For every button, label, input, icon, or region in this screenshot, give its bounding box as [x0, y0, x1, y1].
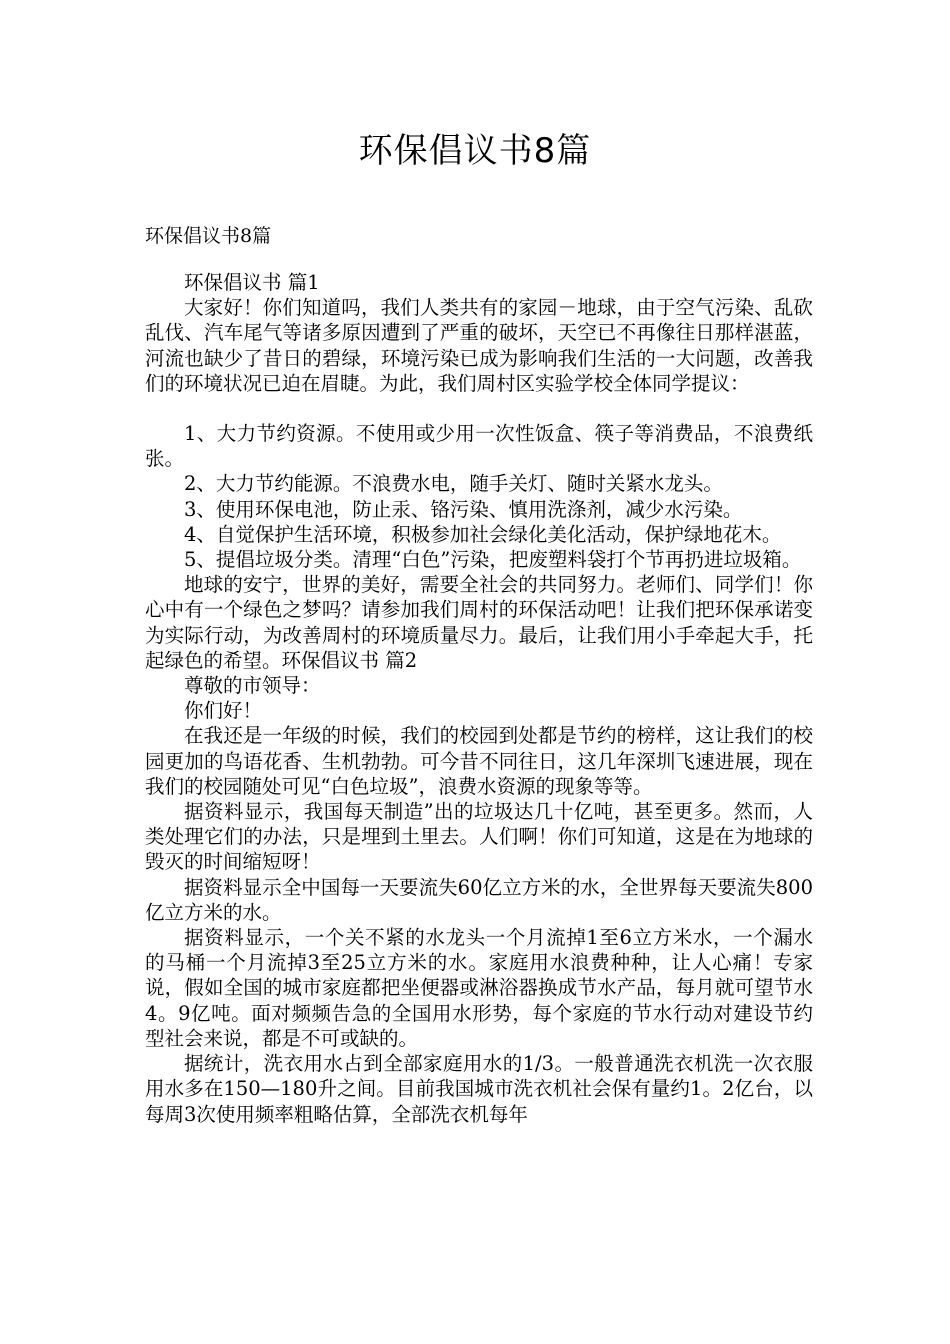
paragraph: 据资料显示全中国每一天要流失60亿立方米的水，全世界每天要流失800亿立方米的水。 — [145, 875, 813, 924]
greeting: 你们好！ — [184, 699, 263, 723]
document-body — [145, 270, 813, 1127]
paragraph: 地球的安宁，世界的美好，需要全社会的共同努力。老师们、同学们！你心中有一个绿色之梦吗？请参加我们周村的环保活动吧！让我们把环保承诺变为实际行动，为改善周村的环境质量尽力。最后，让我们用小手牵起大手，托起绿色的希望。环保倡议书 篇2 — [145, 573, 813, 672]
document-subtitle: 环保倡议书8篇 — [145, 225, 272, 247]
paragraph: 据资料显示，一个关不紧的水龙头一个月流掉1至6立方米水，一个漏水的马桶一个月流掉3至25立方米的水。家庭用水浪费种种，让人心痛！专家说，假如全国的城市家庭都把坐便器或淋浴器换成节水产品，每月就可望节水4。9亿吨。面对频频告急的全国用水形势，每个家庭的节水行动对建设节约型社会来说，都是不可或缺的。 — [145, 926, 813, 1050]
salutation: 尊敬的市领导： — [184, 674, 321, 698]
paragraph: 在我还是一年级的时候，我们的校园到处都是节约的榜样，这让我们的校园更加的鸟语花香、生机勃勃。可今昔不同往日，这几年深圳飞速进展，现在我们的校园随处可见“白色垃圾”，浪费水资源的现象等等。 — [145, 724, 813, 798]
list-item: 2、大力节约能源。不浪费水电，随手关灯、随时关紧水龙头。 — [184, 472, 723, 496]
list-item: 5、提倡垃圾分类。清理“白色”污染，把废塑料袋打个节再扔进垃圾箱。 — [184, 548, 802, 572]
list-item: 4、自觉保护生活环境，积极参加社会绿化美化活动，保护绿地花木。 — [184, 522, 782, 546]
paragraph: 大家好！你们知道吗，我们人类共有的家园－地球，由于空气污染、乱砍乱伐、汽车尾气等诸多原因遭到了严重的破坏，天空已不再像往日那样湛蓝，河流也缺少了昔日的碧绿，环境污染已成为影响我们生活的一大问题，改善我们的环境状况已迫在眉睫。为此，我们周村区实验学校全体同学提议： — [145, 296, 813, 395]
paragraph: 据统计，洗衣用水占到全部家庭用水的1/3。一般普通洗衣机洗一次衣服用水多在150—180升之间。目前我国城市洗衣机社会保有量约1。2亿台，以每周3次使用频率粗略估算，全部洗衣机每年 — [145, 1052, 813, 1126]
list-item: 3、使用环保电池，防止汞、铬污染、慎用洗涤剂，减少水污染。 — [184, 497, 743, 521]
paragraph: 据资料显示，我国每天制造”出的垃圾达几十亿吨，甚至更多。然而，人类处理它们的办法，只是埋到土里去。人们啊！你们可知道，这是在为地球的毁灭的时间缩短呀！ — [145, 800, 813, 874]
section-heading: 环保倡议书 篇1 — [184, 271, 320, 294]
list-item: 1、大力节约资源。不使用或少用一次性饭盒、筷子等消费品，不浪费纸张。 — [145, 422, 813, 471]
document-title: 环保倡议书8篇 — [358, 131, 592, 171]
